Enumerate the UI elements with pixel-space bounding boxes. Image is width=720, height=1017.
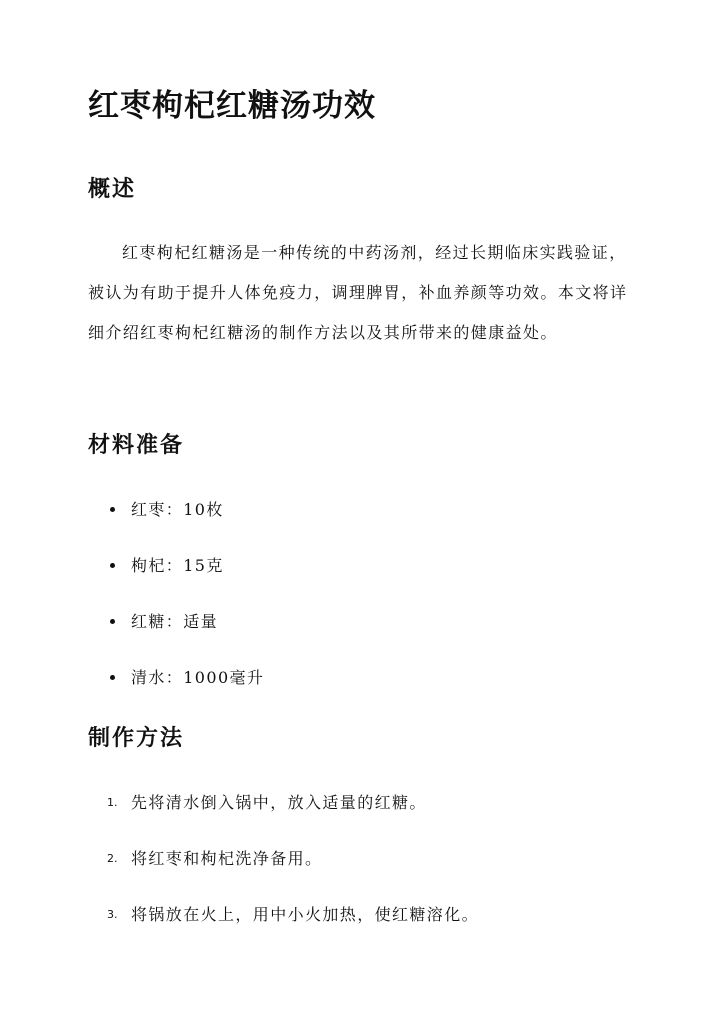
step-number: 2.	[107, 852, 118, 865]
bullet-icon	[110, 675, 115, 680]
overview-paragraph: 红枣枸杞红糖汤是一种传统的中药汤剂，经过长期临床实践验证，被认为有助于提升人体免疫力，调理脾胃，补血养颜等功效。本文将详细介绍红枣枸杞红糖汤的制作方法以及其所带来的健康益处。	[88, 243, 628, 342]
list-item-text: 清水：1000毫升	[131, 668, 265, 687]
section-heading-method: 制作方法	[88, 725, 185, 751]
step-number: 1.	[107, 796, 118, 809]
list-item-text: 枸杞：15克	[131, 556, 224, 575]
bullet-icon	[110, 507, 115, 512]
step-text: 先将清水倒入锅中，放入适量的红糖。	[131, 793, 427, 812]
list-item-text: 红枣：10枚	[131, 500, 224, 519]
section-heading-materials: 材料准备	[88, 432, 185, 458]
section-heading-overview: 概述	[88, 176, 137, 202]
step-text: 将红枣和枸杞洗净备用。	[131, 849, 323, 868]
document-title: 红枣枸杞红糖汤功效	[88, 88, 376, 124]
bullet-icon	[110, 619, 115, 624]
bullet-icon	[110, 563, 115, 568]
step-number: 3.	[107, 908, 118, 921]
step-text: 将锅放在火上，用中小火加热，使红糖溶化。	[131, 905, 480, 924]
list-item-text: 红糖：适量	[131, 612, 219, 631]
